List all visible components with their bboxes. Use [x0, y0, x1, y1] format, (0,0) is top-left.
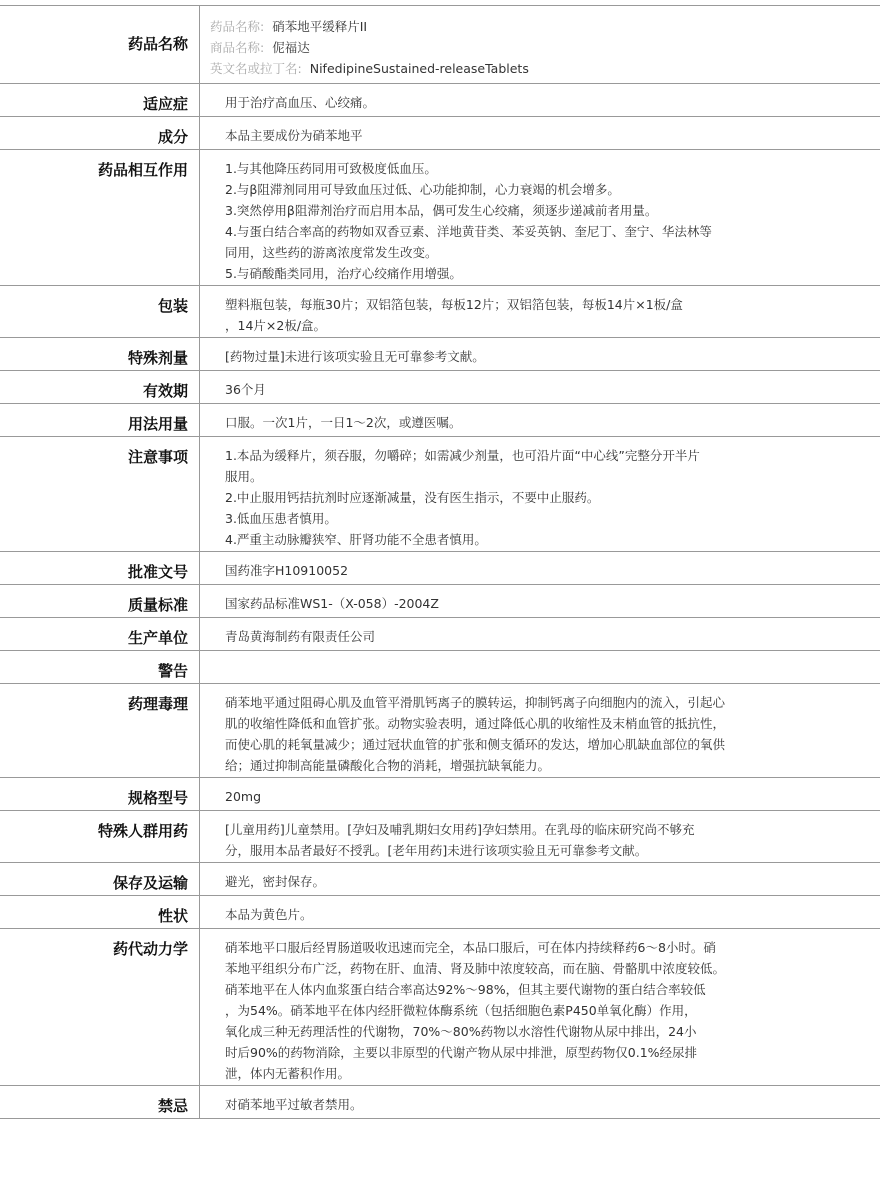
english-name-key: 英文名或拉丁名: [210, 61, 302, 76]
text-line: 对硝苯地平过敏者禁用。 [225, 1097, 363, 1112]
value-pharmacokinetics [200, 929, 880, 1085]
label-pharmacology: 药理毒理 [0, 684, 200, 777]
text-line: 而使心肌的耗氧量减少；通过冠状血管的扩张和侧支循环的发达，增加心肌缺血部位的氧供 [225, 737, 726, 752]
text-line: 硝苯地平口服后经胃肠道吸收迅速而完全，本品口服后，可在体内持续释药6～8小时。硝 [225, 940, 716, 955]
row-manufacturer [0, 618, 880, 651]
value-name [200, 6, 880, 83]
row-approval [0, 552, 880, 585]
label-pharmacokinetics: 药代动力学 [0, 929, 200, 1085]
value-precautions [200, 437, 880, 551]
value-manufacturer [200, 618, 880, 650]
text-line: 2.中止服用钙拮抗剂时应逐渐减量，没有医生指示，不要中止服药。 [225, 490, 600, 505]
text-line: 国药准字H10910052 [225, 563, 349, 578]
row-overdose [0, 338, 880, 371]
label-manufacturer: 生产单位 [0, 618, 200, 650]
label-standard: 质量标准 [0, 585, 200, 617]
text-line: 4.严重主动脉瓣狭窄、肝肾功能不全患者慎用。 [225, 532, 487, 547]
text-line: [儿童用药]儿童禁用。[孕妇及哺乳期妇女用药]孕妇禁用。在乳母的临床研究尚不够充 [225, 822, 695, 837]
text-line: 本品主要成份为硝苯地平 [225, 128, 363, 143]
text-line: 4.与蛋白结合率高的药物如双香豆素、洋地黄苷类、苯妥英钠、奎尼丁、奎宁、华法林等 [225, 224, 712, 239]
row-pharmacology [0, 684, 880, 778]
text-line: 塑料瓶包装，每瓶30片；双铝箔包装，每板12片；双铝箔包装，每板14片×1板/盒 [225, 297, 683, 312]
text-line: 3.突然停用β阻滞剂治疗而启用本品，偶可发生心绞痛，须逐步递减前者用量。 [225, 203, 658, 218]
label-specification: 规格型号 [0, 778, 200, 810]
text-line: [药物过量]未进行该项实验且无可靠参考文献。 [225, 349, 485, 364]
text-line: 苯地平组织分布广泛，药物在肝、血清、肾及肺中浓度较高，而在脑、骨骼肌中浓度较低。 [225, 961, 726, 976]
value-special-population [200, 811, 880, 862]
value-warning [200, 651, 880, 683]
text-line: 肌的收缩性降低和血管扩张。动物实验表明，通过降低心肌的收缩性及末梢血管的抵抗性， [225, 716, 726, 731]
row-contraindications [0, 1086, 880, 1119]
text-line: 本品为黄色片。 [225, 907, 313, 922]
value-overdose [200, 338, 880, 370]
label-package: 包装 [0, 286, 200, 337]
row-specification [0, 778, 880, 811]
value-indication [200, 84, 880, 116]
value-interactions [200, 150, 880, 285]
row-storage [0, 863, 880, 896]
english-name-line [210, 58, 880, 79]
generic-name-value: 硝苯地平缓释片II [272, 19, 368, 34]
text-line: 分，服用本品者最好不授乳。[老年用药]未进行该项实验且无可靠参考文献。 [225, 843, 648, 858]
label-appearance: 性状 [0, 896, 200, 928]
text-line: 用于治疗高血压、心绞痛。 [225, 95, 376, 110]
row-special-population [0, 811, 880, 863]
text-line: 3.低血压患者慎用。 [225, 511, 337, 526]
row-precautions [0, 437, 880, 552]
text-line: 2.与β阻滞剂同用可导致血压过低、心功能抑制，心力衰竭的机会增多。 [225, 182, 620, 197]
row-appearance [0, 896, 880, 929]
text-line: 5.与硝酸酯类同用，治疗心绞痛作用增强。 [225, 266, 462, 281]
value-standard [200, 585, 880, 617]
text-line: 1.与其他降压药同用可致极度低血压。 [225, 161, 437, 176]
text-line: 时后90%的药物消除，主要以非原型的代谢产物从尿中排泄，原型药物仅0.1%经尿排 [225, 1045, 698, 1060]
label-precautions: 注意事项 [0, 437, 200, 551]
value-contraindications [200, 1086, 880, 1118]
trade-name-value: 伲福达 [272, 40, 310, 55]
english-name-value: NifedipineSustained-releaseTablets [309, 61, 529, 76]
row-pharmacokinetics [0, 929, 880, 1086]
label-overdose: 特殊剂量 [0, 338, 200, 370]
row-indication [0, 84, 880, 117]
label-validity: 有效期 [0, 371, 200, 403]
text-line: ，14片×2板/盒。 [225, 318, 327, 333]
text-line: 20mg [225, 789, 262, 804]
row-package [0, 286, 880, 338]
value-appearance [200, 896, 880, 928]
text-line: 国家药品标准WS1-（X-058）-2004Z [225, 596, 439, 611]
text-line: 服用。 [225, 469, 263, 484]
text-line: 避光，密封保存。 [225, 874, 326, 889]
text-line: 硝苯地平在人体内血浆蛋白结合率高达92%～98%，但其主要代谢物的蛋白结合率较低 [225, 982, 706, 997]
value-dosage [200, 404, 880, 436]
value-pharmacology [200, 684, 880, 777]
value-ingredients [200, 117, 880, 149]
label-interactions: 药品相互作用 [0, 150, 200, 285]
text-line: ，为54%。硝苯地平在体内经肝微粒体酶系统（包括细胞色素P450单氧化酶）作用， [225, 1003, 697, 1018]
text-line: 36个月 [225, 382, 266, 397]
label-dosage: 用法用量 [0, 404, 200, 436]
text-line: 同用，这些药的游离浓度常发生改变。 [225, 245, 438, 260]
row-dosage [0, 404, 880, 437]
label-name: 药品名称 [0, 6, 200, 83]
label-warning: 警告 [0, 651, 200, 683]
row-interactions [0, 150, 880, 286]
value-storage [200, 863, 880, 895]
value-validity [200, 371, 880, 403]
row-ingredients [0, 117, 880, 150]
generic-name-line [210, 16, 880, 37]
text-line: 氧化成三种无药理活性的代谢物，70%～80%药物以水溶性代谢物从尿中排出，24小 [225, 1024, 697, 1039]
text-line: 泄，体内无蓄积作用。 [225, 1066, 351, 1081]
value-specification [200, 778, 880, 810]
label-approval: 批准文号 [0, 552, 200, 584]
text-line: 青岛黄海制药有限责任公司 [225, 629, 376, 644]
text-line: 1.本品为缓释片，须吞服，勿嚼碎；如需减少剂量，也可沿片面“中心线”完整分开半片 [225, 448, 700, 463]
label-contraindications: 禁忌 [0, 1086, 200, 1118]
label-ingredients: 成分 [0, 117, 200, 149]
label-special-population: 特殊人群用药 [0, 811, 200, 862]
label-storage: 保存及运输 [0, 863, 200, 895]
row-warning [0, 651, 880, 684]
row-name [0, 6, 880, 84]
row-validity [0, 371, 880, 404]
text-line: 给；通过抑制高能量磷酸化合物的消耗，增强抗缺氧能力。 [225, 758, 551, 773]
label-indication: 适应症 [0, 84, 200, 116]
generic-name-key: 药品名称: [210, 19, 265, 34]
row-standard [0, 585, 880, 618]
trade-name-key: 商品名称: [210, 40, 265, 55]
value-package [200, 286, 880, 337]
text-line: 口服。一次1片，一日1～2次，或遵医嘱。 [225, 415, 462, 430]
drug-info-table [0, 5, 880, 1119]
trade-name-line [210, 37, 880, 58]
text-line: 硝苯地平通过阻碍心肌及血管平滑肌钙离子的膜转运，抑制钙离子向细胞内的流入，引起心 [225, 695, 726, 710]
value-approval [200, 552, 880, 584]
